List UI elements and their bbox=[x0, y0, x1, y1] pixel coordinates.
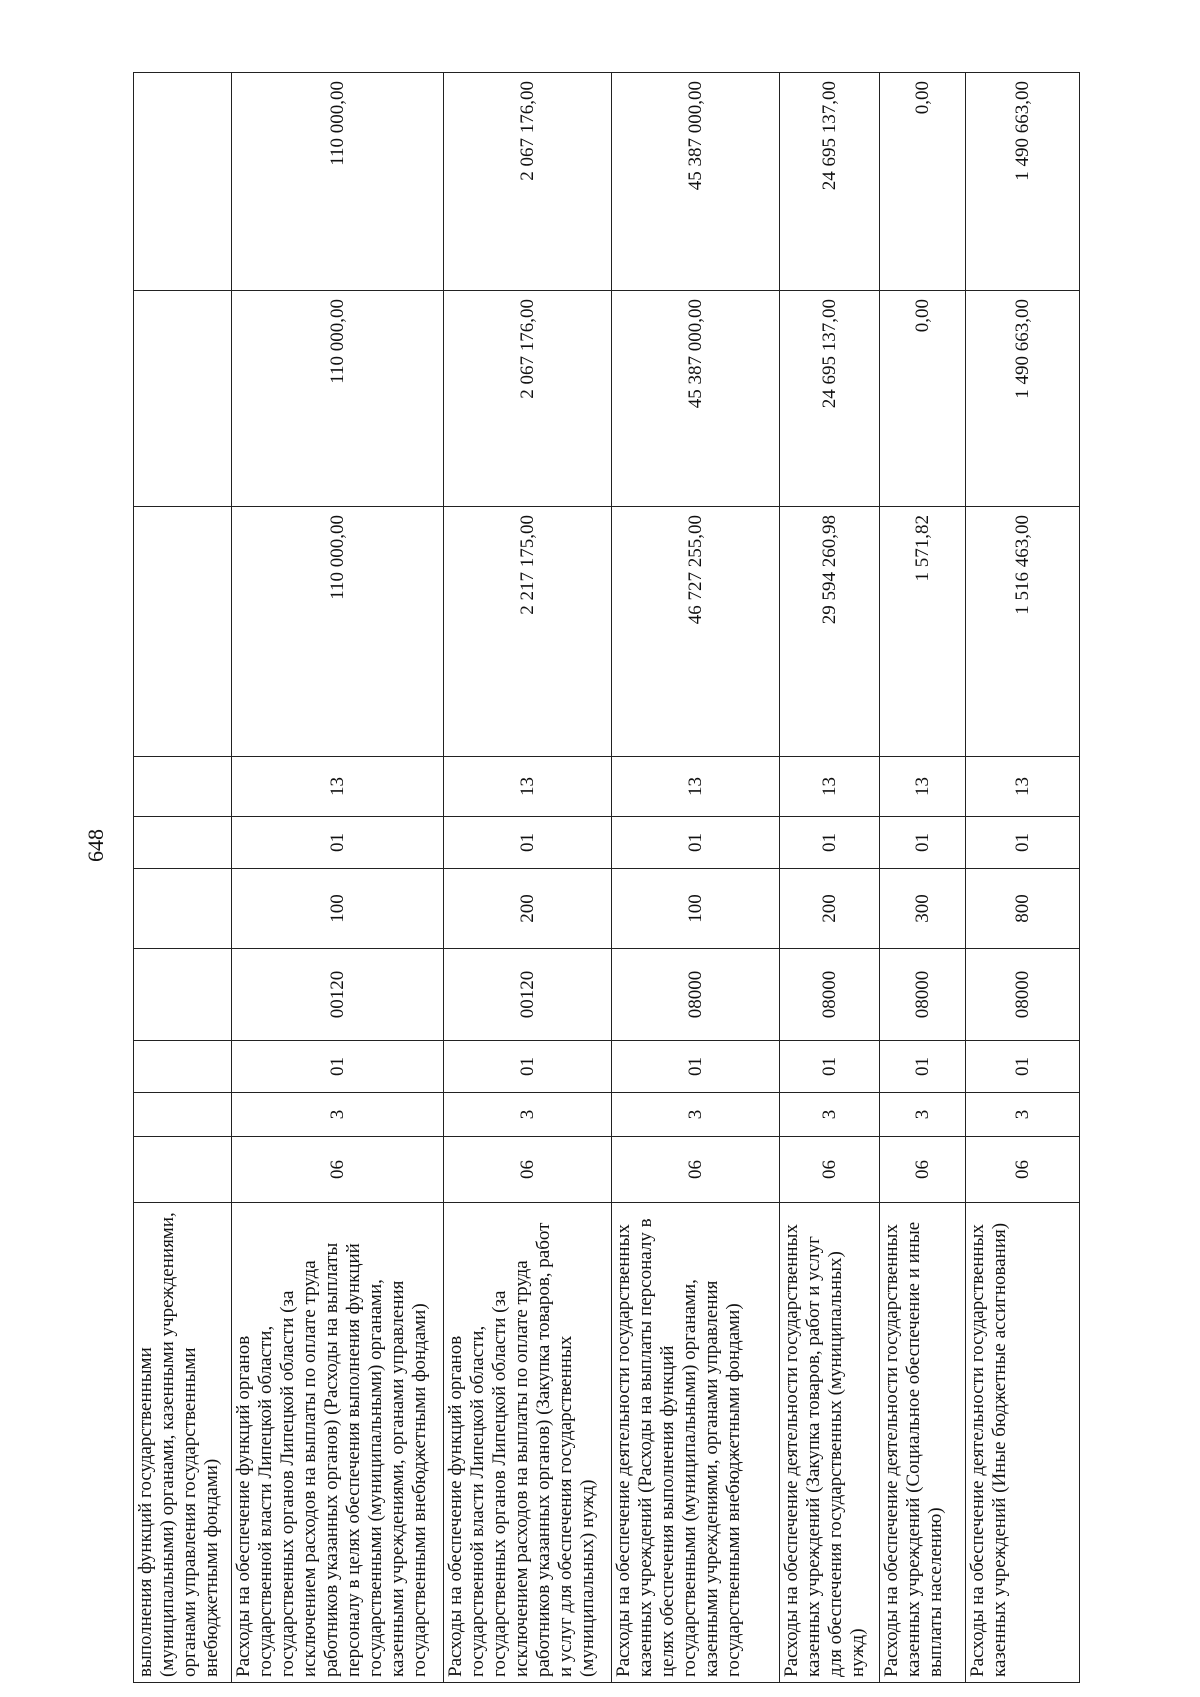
cell-c3: 01 bbox=[966, 1041, 1080, 1093]
row-description: Расходы на обеспечение функций органов государственной власти Липецкой области, государственных органов Липецкой области (за исключением расходов на выплаты по оплате труда работников указанных органов) (Расходы на выплаты персоналу в целях обеспечения выполнения функций государственными (муниципальными) органами, казенными учреждениями, органами управления государственными внебюджетными фондами) bbox=[232, 1203, 444, 1683]
cell-c4: 00120 bbox=[232, 949, 444, 1041]
cell-value-1: 46 727 255,00 bbox=[612, 507, 780, 757]
cell-value-2: 110 000,00 bbox=[232, 291, 444, 507]
cell-c7: 13 bbox=[232, 757, 444, 817]
table-row bbox=[880, 73, 966, 1683]
cell-c5: 800 bbox=[966, 869, 1080, 949]
cell-c1: 06 bbox=[780, 1137, 880, 1203]
cell-c6: 01 bbox=[780, 817, 880, 869]
cell-c1: 06 bbox=[232, 1137, 444, 1203]
cell-c4: 08000 bbox=[880, 949, 966, 1041]
cell-c6: 01 bbox=[444, 817, 612, 869]
row-description: Расходы на обеспечение деятельности государственных казенных учреждений (Иные бюджетные ассигнования) bbox=[966, 1203, 1080, 1683]
row-description: Расходы на обеспечение деятельности государственных казенных учреждений (Социальное обеспечение и иные выплаты населению) bbox=[880, 1203, 966, 1683]
cell-c5: 100 bbox=[232, 869, 444, 949]
row-description: выполнения функций государственными (муниципальными) органами, казенными учреждениями, органами управления государственными внебюджетными фондами) bbox=[134, 1203, 232, 1683]
table-row bbox=[444, 73, 612, 1683]
cell-c4: 08000 bbox=[780, 949, 880, 1041]
cell-c2: 3 bbox=[444, 1093, 612, 1137]
cell-c3: 01 bbox=[444, 1041, 612, 1093]
cell-c7 bbox=[134, 757, 232, 817]
cell-c2: 3 bbox=[612, 1093, 780, 1137]
cell-value-2: 0,00 bbox=[880, 291, 966, 507]
cell-value-1 bbox=[134, 507, 232, 757]
cell-c3 bbox=[134, 1041, 232, 1093]
cell-value-3: 1 490 663,00 bbox=[966, 73, 1080, 291]
cell-value-1: 110 000,00 bbox=[232, 507, 444, 757]
cell-value-3: 45 387 000,00 bbox=[612, 73, 780, 291]
cell-value-2: 24 695 137,00 bbox=[780, 291, 880, 507]
cell-c1: 06 bbox=[880, 1137, 966, 1203]
cell-value-1: 2 217 175,00 bbox=[444, 507, 612, 757]
table-row bbox=[134, 73, 232, 1683]
cell-c6: 01 bbox=[232, 817, 444, 869]
cell-c1: 06 bbox=[966, 1137, 1080, 1203]
budget-table bbox=[133, 72, 1080, 1683]
cell-c6: 01 bbox=[966, 817, 1080, 869]
cell-value-1: 1 516 463,00 bbox=[966, 507, 1080, 757]
cell-c6: 01 bbox=[880, 817, 966, 869]
page-number: 648 bbox=[83, 829, 108, 862]
cell-value-1: 29 594 260,98 bbox=[780, 507, 880, 757]
cell-value-2 bbox=[134, 291, 232, 507]
cell-c6: 01 bbox=[612, 817, 780, 869]
cell-value-3: 110 000,00 bbox=[232, 73, 444, 291]
cell-c5: 200 bbox=[444, 869, 612, 949]
cell-c7: 13 bbox=[880, 757, 966, 817]
table-row bbox=[966, 73, 1080, 1683]
cell-c7: 13 bbox=[966, 757, 1080, 817]
cell-c7: 13 bbox=[444, 757, 612, 817]
cell-c2: 3 bbox=[880, 1093, 966, 1137]
cell-value-2: 45 387 000,00 bbox=[612, 291, 780, 507]
cell-value-3: 2 067 176,00 bbox=[444, 73, 612, 291]
table-row bbox=[612, 73, 780, 1683]
cell-c3: 01 bbox=[232, 1041, 444, 1093]
cell-c1: 06 bbox=[444, 1137, 612, 1203]
table-row bbox=[780, 73, 880, 1683]
cell-c7: 13 bbox=[612, 757, 780, 817]
cell-value-2: 1 490 663,00 bbox=[966, 291, 1080, 507]
cell-c2: 3 bbox=[232, 1093, 444, 1137]
table-row bbox=[232, 73, 444, 1683]
cell-value-2: 2 067 176,00 bbox=[444, 291, 612, 507]
budget-table-frame bbox=[133, 73, 1079, 1683]
cell-c2: 3 bbox=[780, 1093, 880, 1137]
cell-c2 bbox=[134, 1093, 232, 1137]
cell-c4: 08000 bbox=[612, 949, 780, 1041]
cell-c4: 08000 bbox=[966, 949, 1080, 1041]
cell-c1: 06 bbox=[612, 1137, 780, 1203]
cell-c3: 01 bbox=[880, 1041, 966, 1093]
cell-c7: 13 bbox=[780, 757, 880, 817]
cell-c5: 300 bbox=[880, 869, 966, 949]
cell-c1 bbox=[134, 1137, 232, 1203]
cell-value-1: 1 571,82 bbox=[880, 507, 966, 757]
cell-c3: 01 bbox=[780, 1041, 880, 1093]
cell-c3: 01 bbox=[612, 1041, 780, 1093]
row-description: Расходы на обеспечение функций органов государственной власти Липецкой области, государственных органов Липецкой области (за исключением расходов на выплаты по оплате труда работников указанных органов) (Закупка товаров, работ и услуг для обеспечения государственных (муниципальных) нужд) bbox=[444, 1203, 612, 1683]
cell-c2: 3 bbox=[966, 1093, 1080, 1137]
cell-value-3: 0,00 bbox=[880, 73, 966, 291]
cell-c5: 200 bbox=[780, 869, 880, 949]
cell-c5 bbox=[134, 869, 232, 949]
cell-c4 bbox=[134, 949, 232, 1041]
row-description: Расходы на обеспечение деятельности государственных казенных учреждений (Расходы на выплаты персоналу в целях обеспечения выполнения функций государственными (муниципальными) органами, казенными учреждениями, органами управления государственными внебюджетными фондами) bbox=[612, 1203, 780, 1683]
cell-c5: 100 bbox=[612, 869, 780, 949]
row-description: Расходы на обеспечение деятельности государственных казенных учреждений (Закупка товаров, работ и услуг для обеспечения государственных (муниципальных) нужд) bbox=[780, 1203, 880, 1683]
cell-c4: 00120 bbox=[444, 949, 612, 1041]
cell-value-3 bbox=[134, 73, 232, 291]
cell-value-3: 24 695 137,00 bbox=[780, 73, 880, 291]
cell-c6 bbox=[134, 817, 232, 869]
